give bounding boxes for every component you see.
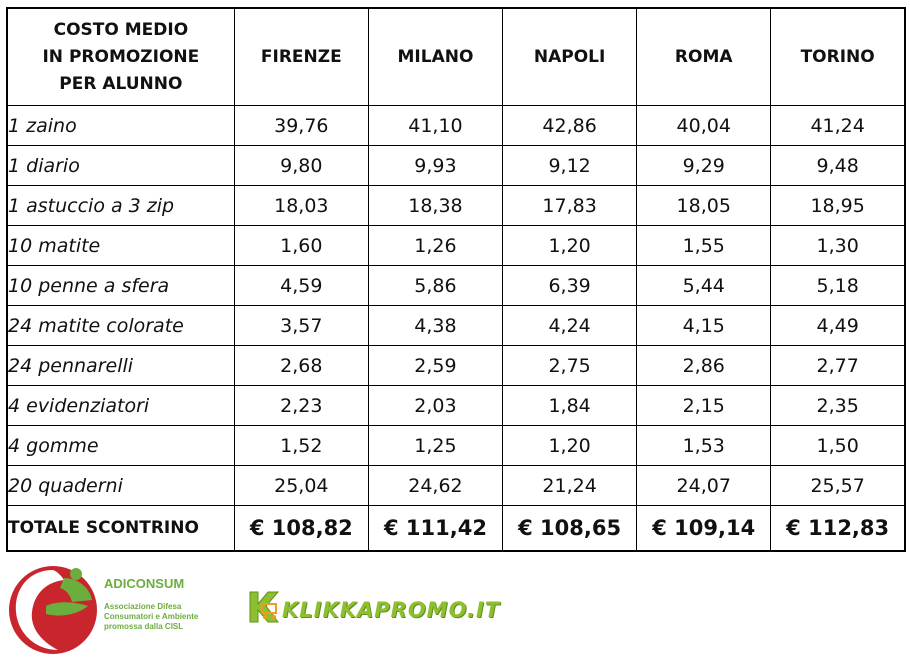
table-row	[7, 146, 905, 186]
price-cell: 2,03	[368, 386, 502, 426]
price-cell: 2,59	[368, 346, 502, 386]
total-value: € 108,65	[503, 506, 637, 552]
price-cell: 4,15	[637, 306, 771, 346]
adiconsum-logo	[6, 560, 206, 656]
total-value: € 108,82	[234, 506, 368, 552]
price-cell: 1,55	[637, 226, 771, 266]
table-row	[7, 266, 905, 306]
total-row	[7, 506, 905, 552]
price-cell: 4,38	[368, 306, 502, 346]
price-cell: 5,86	[368, 266, 502, 306]
table-row	[7, 106, 905, 146]
table-row	[7, 466, 905, 506]
table-row	[7, 426, 905, 466]
price-cell: 2,68	[234, 346, 368, 386]
price-cell: 2,35	[771, 386, 905, 426]
price-cell: 4,49	[771, 306, 905, 346]
corner-line-3: PER ALUNNO	[59, 73, 183, 94]
price-cell: 1,30	[771, 226, 905, 266]
price-cell: 40,04	[637, 106, 771, 146]
city-header: MILANO	[368, 8, 502, 106]
city-header: ROMA	[637, 8, 771, 106]
corner-header	[7, 8, 234, 106]
total-value: € 111,42	[368, 506, 502, 552]
price-cell: 1,53	[637, 426, 771, 466]
city-header: TORINO	[771, 8, 905, 106]
price-cell: 24,62	[368, 466, 502, 506]
price-cell: 1,20	[503, 226, 637, 266]
item-label: 10 matite	[7, 226, 234, 266]
total-value: € 112,83	[771, 506, 905, 552]
price-cell: 5,18	[771, 266, 905, 306]
adiconsum-name: ADICONSUM	[104, 576, 185, 591]
table-body	[7, 106, 905, 506]
price-cell: 24,07	[637, 466, 771, 506]
price-cell: 9,80	[234, 146, 368, 186]
price-cell: 1,20	[503, 426, 637, 466]
item-label: 10 penne a sfera	[7, 266, 234, 306]
price-cell: 2,86	[637, 346, 771, 386]
price-cell: 2,23	[234, 386, 368, 426]
item-label: 1 astuccio a 3 zip	[7, 186, 234, 226]
price-cell: 9,29	[637, 146, 771, 186]
price-cell: 4,59	[234, 266, 368, 306]
price-cell: 2,75	[503, 346, 637, 386]
price-cell: 25,04	[234, 466, 368, 506]
price-cell: 9,48	[771, 146, 905, 186]
item-label: 1 diario	[7, 146, 234, 186]
price-cell: 1,52	[234, 426, 368, 466]
price-cell: 18,95	[771, 186, 905, 226]
item-label: 1 zaino	[7, 106, 234, 146]
price-cell: 1,50	[771, 426, 905, 466]
total-label: TOTALE SCONTRINO	[7, 506, 234, 552]
item-label: 24 pennarelli	[7, 346, 234, 386]
city-header: NAPOLI	[503, 8, 637, 106]
klikka-promo-logo	[244, 586, 544, 630]
price-cell: 1,26	[368, 226, 502, 266]
price-cell: 18,05	[637, 186, 771, 226]
city-header: FIRENZE	[234, 8, 368, 106]
price-cell: 25,57	[771, 466, 905, 506]
adiconsum-tagline: Associazione Difesa Consumatori e Ambiente promossa dalla CISL	[104, 602, 199, 631]
price-cell: 5,44	[637, 266, 771, 306]
price-cell: 1,84	[503, 386, 637, 426]
item-label: 4 gomme	[7, 426, 234, 466]
table-row	[7, 306, 905, 346]
price-cell: 9,93	[368, 146, 502, 186]
price-cell: 4,24	[503, 306, 637, 346]
price-cell: 2,77	[771, 346, 905, 386]
table-row	[7, 346, 905, 386]
price-cell: 18,38	[368, 186, 502, 226]
price-cell: 21,24	[503, 466, 637, 506]
price-cell: 3,57	[234, 306, 368, 346]
header-row	[7, 8, 905, 106]
price-cell: 1,25	[368, 426, 502, 466]
price-cell: 42,86	[503, 106, 637, 146]
price-cell: 39,76	[234, 106, 368, 146]
price-cell: 2,15	[637, 386, 771, 426]
price-cell: 41,10	[368, 106, 502, 146]
price-cell: 17,83	[503, 186, 637, 226]
table-row	[7, 226, 905, 266]
table-row	[7, 186, 905, 226]
item-label: 20 quaderni	[7, 466, 234, 506]
total-value: € 109,14	[637, 506, 771, 552]
shopping-cart-k-icon	[244, 586, 284, 630]
price-cell: 1,60	[234, 226, 368, 266]
price-cell: 18,03	[234, 186, 368, 226]
price-cell: 41,24	[771, 106, 905, 146]
price-table	[6, 7, 906, 552]
item-label: 4 evidenziatori	[7, 386, 234, 426]
corner-line-2: IN PROMOZIONE	[42, 46, 200, 67]
price-cell: 9,12	[503, 146, 637, 186]
item-label: 24 matite colorate	[7, 306, 234, 346]
adiconsum-swirl-icon	[6, 560, 100, 656]
price-cell: 6,39	[503, 266, 637, 306]
klikka-promo-text: KLIKKAPROMO.IT	[282, 598, 501, 622]
corner-line-1: COSTO MEDIO	[53, 19, 189, 40]
table-row	[7, 386, 905, 426]
